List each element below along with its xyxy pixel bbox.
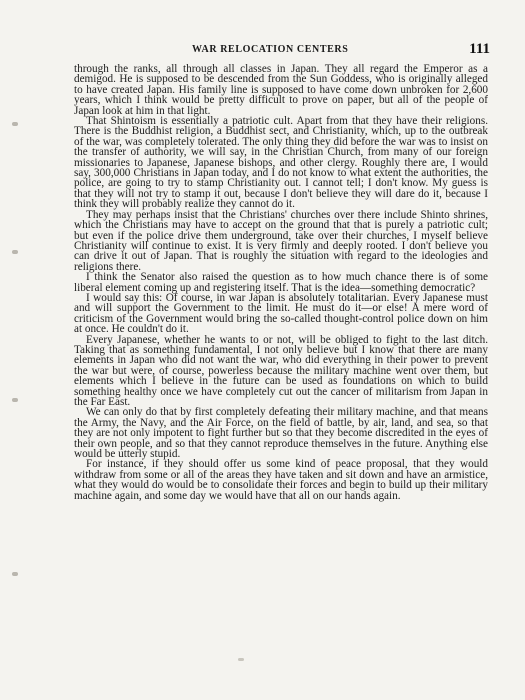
page-number: 111	[469, 41, 490, 57]
paragraph-2: That Shintoism is essentially a patriotic cult. Apart from that they have their religions. There is the Buddhist religion, a Buddhist sect, and Christianity, which, up to the outbreak of the war, was completely tolerated. The only thing they did before the war was to insist on the transfer of authority, we will say, in the Christian Church, from many of our foreign missionaries to Japanese, Japanese bishops, and other clergy. Roughly there are, I would say, 300,000 Christians in Japan today, and I do not know to what extent the authorities, the police, are going to try to stamp Christianity out. I cannot tell; I don't know. My guess is that they will not try to stamp it out, because I don't believe they will dare do it, because I think they will probably realize they cannot do it.	[74, 115, 488, 211]
margin-speck	[12, 572, 18, 576]
paragraph-1: through the ranks, all through all classes in Japan. They all regard the Emperor as a demigod. He is supposed to be descended from the Sun Goddess, who is originally alleged to have created Japan. His family line is supposed to have come down unbroken for 2,600 years, which I think would be pretty difficult to prove on paper, but all of the people of Japan look at him in that light.	[74, 63, 488, 117]
margin-speck	[12, 122, 18, 126]
paragraph-3: They may perhaps insist that the Christians' churches over there include Shinto shrines, which the Christians may have to accept on the ground that that is purely a patriotic cult; but even if the police drive them underground, take over their churches, I myself believe Christianity will continue to exist. It is very firmly and deeply rooted. I don't believe you can drive it out of Japan. That is roughly the situation with regard to the ideologies and religions there.	[74, 208, 488, 273]
margin-speck	[12, 398, 18, 402]
paragraph-4: I think the Senator also raised the question as to how much chance there is of some liberal element coming up and registering itself. That is the idea—something democratic?	[74, 271, 488, 294]
page-header	[72, 41, 490, 60]
paragraph-8: For instance, if they should offer us some kind of peace proposal, that they would withdraw from some or all of the areas they have taken and sit down and have an armistice, what they would do would be to consolidate their forces and begin to build up their military machine again, and some day we would have that all on our hands again.	[74, 458, 488, 502]
paragraph-6: Every Japanese, whether he wants to or not, will be obliged to fight to the last ditch. Taking that as something fundamental, I not only believe but I know that there are many elements in Japan who did not want the war, who did everything in their power to prevent the war but were, of course, powerless because the military machine went over them, but elements which I believe in the future can be used as foundations on which to build something healthy once we have completely cut out the cancer of militarism from Japan in the Far East.	[74, 333, 488, 408]
body-text	[74, 64, 488, 501]
running-head: WAR RELOCATION CENTERS	[192, 44, 349, 55]
paragraph-5: I would say this: Of course, in war Japan is absolutely totalitarian. Every Japanese must and will support the Government to the limit. He must do it—or else! A mere word of criticism of the Government would bring the so-called thought-control police down on him at once. He couldn't do it.	[74, 291, 488, 336]
footer-smudge	[238, 658, 244, 661]
margin-speck	[12, 250, 18, 254]
paragraph-7: We can only do that by first completely defeating their military machine, and that means the Army, the Navy, and the Air Force, on the field of battle, by air, land, and sea, so that they are not only impotent to fight further but so that they become discredited in the eyes of their own people, and so that they cannot reproduce themselves in the future. Anything else would be utterly stupid.	[74, 406, 488, 461]
